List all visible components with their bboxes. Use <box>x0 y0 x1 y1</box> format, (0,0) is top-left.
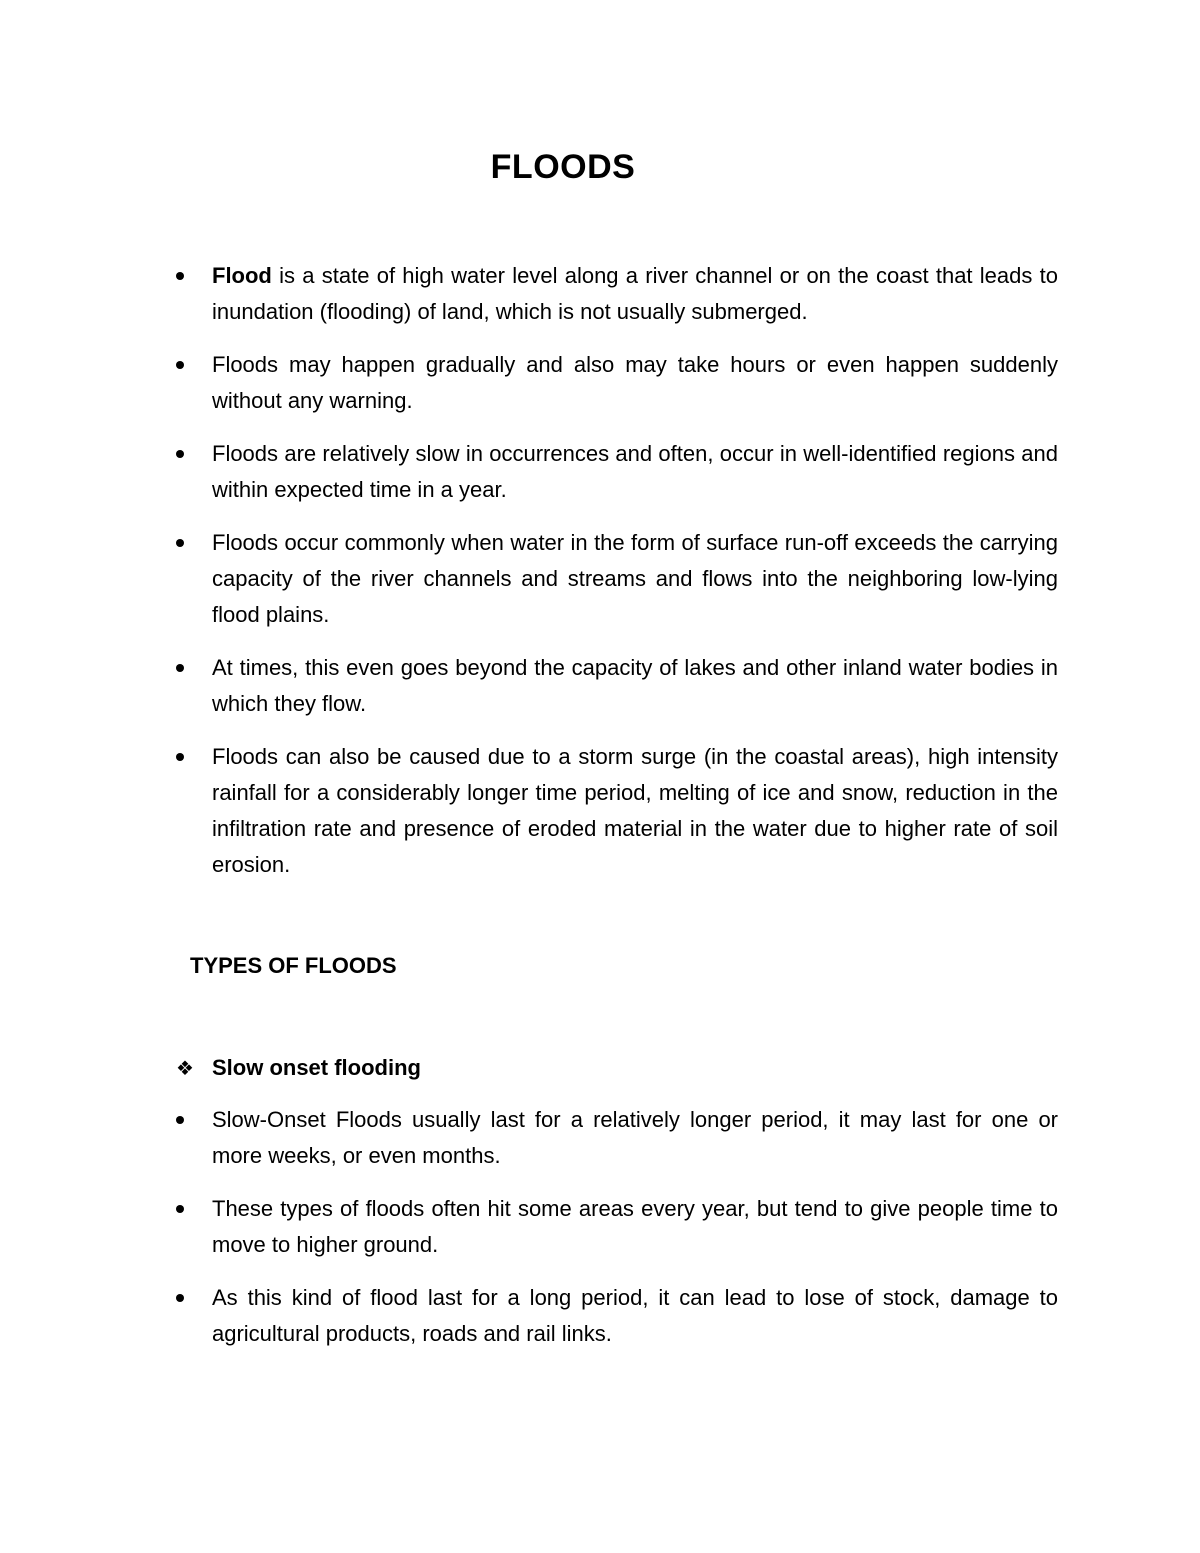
bold-term: Flood <box>212 263 272 288</box>
types-heading: TYPES OF FLOODS <box>190 953 397 978</box>
bullet-icon <box>176 1294 184 1302</box>
bullet-icon <box>176 361 184 369</box>
slow-onset-heading-text: Slow onset flooding <box>212 1055 421 1080</box>
bullet-icon <box>176 664 184 672</box>
page-title: FLOODS <box>490 148 636 186</box>
list-item <box>166 739 1058 883</box>
list-item-text: As this kind of flood last for a long period, it can lead to lose of stock, damage to agricultural products, roads and rail links. <box>212 1285 1058 1346</box>
list-item-text: These types of floods often hit some areas every year, but tend to give people time to move to higher ground. <box>212 1196 1058 1257</box>
intro-bullet-list <box>166 258 1058 900</box>
slow-onset-bullet-list <box>166 1102 1058 1369</box>
list-item-text: Floods occur commonly when water in the form of surface run-off exceeds the carrying capacity of the river channels and streams and flows into the neighboring low-lying flood plains. <box>212 530 1058 627</box>
diamond-bullet-icon: ❖ <box>176 1056 194 1080</box>
bullet-icon <box>176 1116 184 1124</box>
list-item-text: At times, this even goes beyond the capacity of lakes and other inland water bodies in which they flow. <box>212 655 1058 716</box>
list-item <box>166 436 1058 508</box>
list-item <box>166 525 1058 633</box>
bullet-icon <box>176 272 184 280</box>
bullet-icon <box>176 1205 184 1213</box>
list-item-text: Floods can also be caused due to a storm surge (in the coastal areas), high intensity rainfall for a considerably longer time period, melting of ice and snow, reduction in the infiltration rate and presence of eroded material in the water due to higher rate of soil erosion. <box>212 744 1058 877</box>
list-item <box>166 1280 1058 1352</box>
list-item <box>166 347 1058 419</box>
slow-onset-heading <box>176 1050 421 1086</box>
bullet-icon <box>176 753 184 761</box>
list-item <box>166 258 1058 330</box>
list-item <box>166 1191 1058 1263</box>
list-item <box>166 1102 1058 1174</box>
list-item-text: is a state of high water level along a river channel or on the coast that leads to inundation (flooding) of land, which is not usually submerged. <box>212 263 1058 324</box>
bullet-icon <box>176 450 184 458</box>
bullet-icon <box>176 539 184 547</box>
list-item-text: Floods may happen gradually and also may take hours or even happen suddenly without any warning. <box>212 352 1058 413</box>
list-item-text: Slow-Onset Floods usually last for a relatively longer period, it may last for one or more weeks, or even months. <box>212 1107 1058 1168</box>
list-item-text: Floods are relatively slow in occurrences and often, occur in well-identified regions and within expected time in a year. <box>212 441 1058 502</box>
list-item <box>166 650 1058 722</box>
